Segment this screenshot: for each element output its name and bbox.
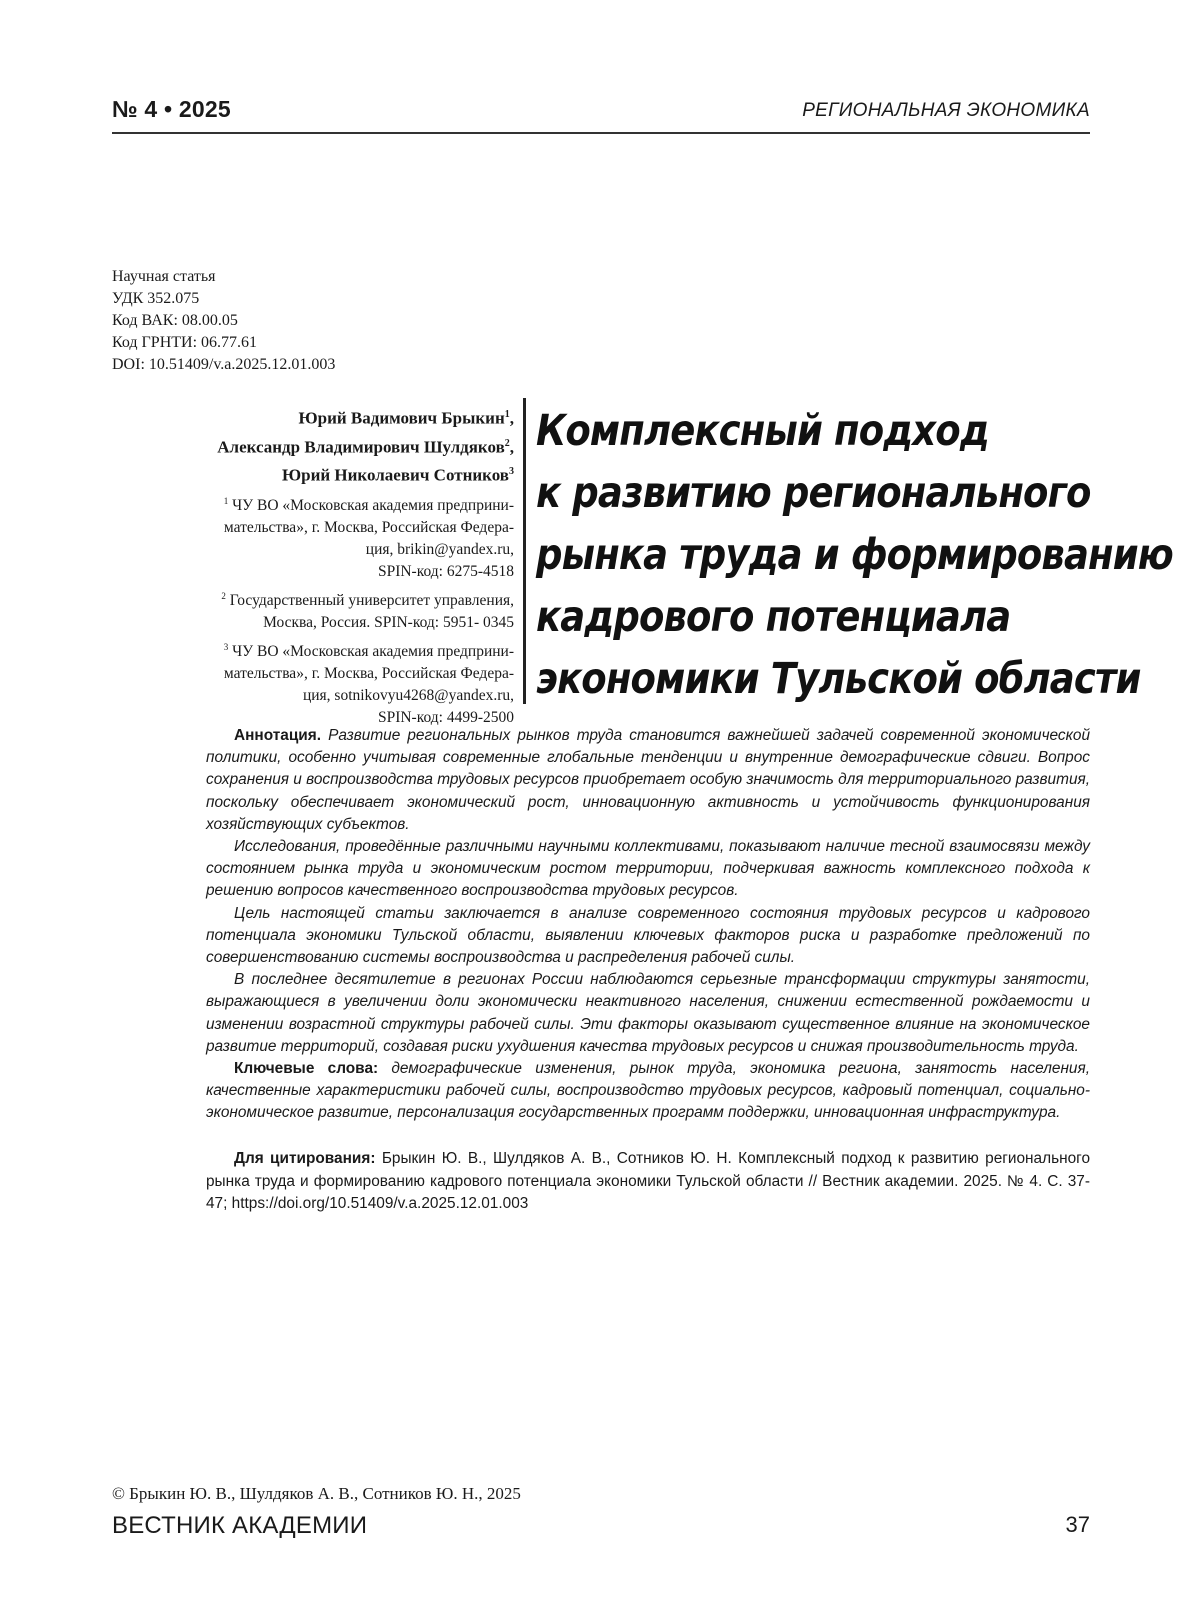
author-name: Юрий Вадимович Брыкин$^1$,: [298, 408, 514, 428]
affiliation-1: $^1$ ЧУ ВО «Московская академия предприни- мательства», г. Москва, Российская Федера- ция, brikin@yandex.ru, SPIN-код: 6275-4518: [223, 495, 514, 581]
vak-code: Код ВАК: 08.00.05: [112, 312, 238, 329]
journal-name: ВЕСТНИК АКАДЕМИИ: [112, 1512, 368, 1539]
abstract-paragraph: Цель настоящей статьи заключается в анализе современного состояния трудовых ресурсов и кадрового потенциала экономики Тульской области, выявлении ключевых факторов риска и разработке предложений по совершенствованию системы воспроизводства и распределения рабочей силы.: [206, 904, 1090, 967]
title-line: рынка труда и формированию: [536, 530, 1173, 580]
author-name: Юрий Николаевич Сотников$^3$: [281, 465, 514, 485]
title-line: экономики Тульской области: [536, 654, 1141, 704]
citation-text: Брыкин Ю. В., Шулдяков А. В., Сотников Ю. Н. Комплексный подход к развитию регионального рынка труда и формированию кадрового потенциала экономики Тульской области // Вестник академии. 2025. № 4. С. 37-47; https://doi.org/10.51409/v.a.2025.12.01.003: [206, 1150, 1091, 1212]
abstract-label: Аннотация.: [234, 727, 322, 744]
keywords-label: Ключевые слова:: [234, 1060, 379, 1078]
title-line: Комплексный подход: [536, 406, 989, 456]
vertical-divider: [523, 398, 526, 704]
page-number: 37: [1065, 1512, 1090, 1537]
udk-code: УДК 352.075: [112, 290, 200, 307]
journal-section: РЕГИОНАЛЬНАЯ ЭКОНОМИКА: [802, 100, 1090, 121]
title-line: к развитию регионального: [536, 468, 1091, 518]
citation: [206, 1148, 1090, 1216]
article-type: Научная статья: [112, 268, 216, 285]
running-header: [112, 96, 1090, 134]
doi: DOI: 10.51409/v.a.2025.12.01.003: [112, 356, 336, 373]
affiliation-3: $^3$ ЧУ ВО «Московская академия предприни- мательства», г. Москва, Российская Федера- ция, sotnikovyu4268@yandex.ru, SPIN-код: 4499-2500: [223, 642, 514, 727]
article-title: [536, 400, 1173, 710]
grnti-code: Код ГРНТИ: 06.77.61: [112, 334, 258, 351]
keywords: [206, 1058, 1090, 1125]
affiliation-2: $^2$ Государственный университет управления, Москва, Россия. SPIN-код: 5951- 0345: [221, 591, 514, 632]
article-meta: [112, 266, 335, 376]
title-line: кадрового потенциала: [536, 592, 1011, 642]
abstract-paragraph: Исследования, проведённые различными научными коллективами, показывают наличие тесной взаимосвязи между состоянием рынка труда и экономическим ростом территории, подчеркивая важность комплексного подхода к решению вопросов качественного воспроизводства трудовых ресурсов.: [206, 838, 1090, 900]
keywords-text: демографические изменения, рынок труда, экономика региона, занятость населения, качественные характеристики рабочей силы, воспроизводство трудовых ресурсов, кадровый потенциал, социально-экономическое развитие, персонализация государственных программ поддержки, инновационная инфраструктура.: [206, 1060, 1090, 1122]
authors-block: [112, 402, 514, 729]
abstract: [206, 725, 1090, 1125]
abstract-paragraph: В последнее десятилетие в регионах России наблюдаются серьезные трансформации структуры занятости, выражающиеся в увеличении доли экономически неактивного населения, снижении естественной рождаемости и изменении возрастной структуры рабочей силы. Эти факторы оказывают существенное влияние на экономическое развитие территорий, создавая риски ухудшения качества трудовых ресурсов и снижая производительность труда.: [206, 971, 1090, 1055]
author-name: Александр Владимирович Шулдяков$^2$,: [217, 437, 514, 457]
copyright: © Брыкин Ю. В., Шулдяков А. В., Сотников Ю. Н., 2025: [112, 1484, 521, 1503]
issue-number: № 4 • 2025: [112, 96, 231, 122]
citation-label: Для цитирования:: [234, 1150, 376, 1167]
abstract-paragraph: Аннотация. Развитие региональных рынков труда становится важнейшей задачей современной экономической политики, особенно учитывая современные глобальные тенденции и внутренние демографические сдвиги. Вопрос сохранения и воспроизводства трудовых ресурсов приобретает особую значимость для территориального развития, поскольку обеспечивает экономический рост, инновационную активность и устойчивость функционирования хозяйствующих субъектов.: [206, 727, 1091, 833]
